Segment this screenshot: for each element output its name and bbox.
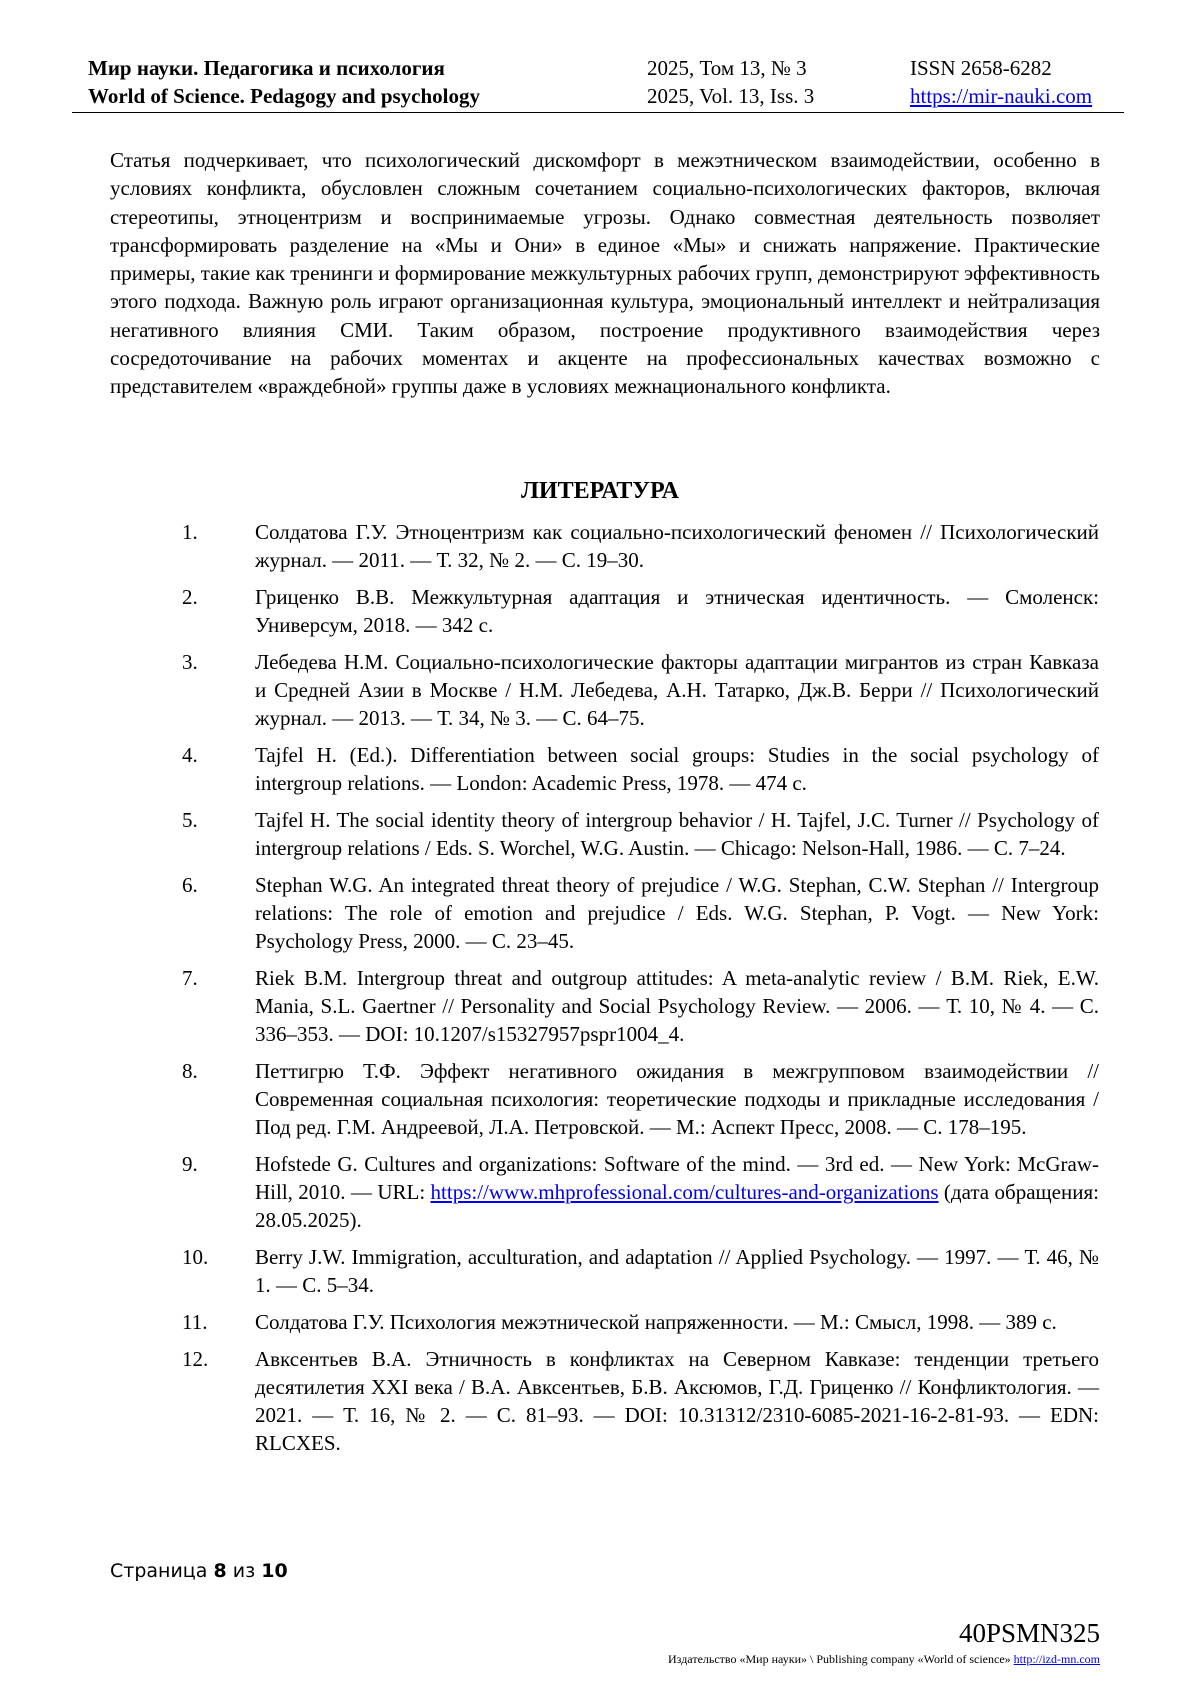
reference-number: 7. — [182, 966, 198, 990]
reference-item — [0, 648, 1200, 732]
publisher-line — [668, 1652, 1100, 1666]
reference-text: Петтигрю Т.Ф. Эффект негативного ожидания в межгрупповом взаимодействии // Современная социальная психология: теоретические подходы и прикладные исследования / Под ред. Г.М. Андреевой, Л.А. Петровской. — М.: Аспект Пресс, 2008. — С. 178–195. — [255, 1059, 1099, 1139]
reference-number: 5. — [182, 808, 198, 832]
reference-number: 9. — [182, 1152, 198, 1176]
journal-title-ru: Мир науки. Педагогика и психология — [88, 56, 445, 80]
reference-number: 10. — [182, 1245, 209, 1269]
reference-number: 11. — [182, 1310, 208, 1334]
references-heading: ЛИТЕРАТУРА — [521, 478, 679, 504]
page-label: Страница — [110, 1560, 208, 1582]
reference-number: 3. — [182, 650, 198, 674]
reference-text: Tajfel H. The social identity theory of intergroup behavior / H. Tajfel, J.C. Turner // Psychology of intergroup relations / Eds. S. Worchel, W.G. Austin. — Chicago: Nelson-Hall, 1986. — С. 7–24. — [255, 808, 1099, 860]
journal-header — [72, 50, 1124, 113]
reference-item — [0, 1345, 1200, 1457]
reference-text: Солдатова Г.У. Этноцентризм как социально-психологический феномен // Психологический журнал. — 2011. — Т. 32, № 2. — С. 19–30. — [255, 520, 1099, 572]
page-of: из — [232, 1560, 256, 1582]
reference-text: Stephan W.G. An integrated threat theory of prejudice / W.G. Stephan, C.W. Stephan // Intergroup relations: The role of emotion and prejudice / Eds. W.G. Stephan, P. Vogt. — New York: Psychology Press, 2000. — С. 23–45. — [255, 873, 1099, 953]
reference-number: 2. — [182, 585, 198, 609]
reference-text: Tajfel H. (Ed.). Differentiation between social groups: Studies in the social psychology of intergroup relations. — London: Academic Press, 1978. — 474 с. — [255, 743, 1099, 795]
reference-text: Berry J.W. Immigration, acculturation, and adaptation // Applied Psychology. — 1997. — Т. 46, № 1. — С. 5–34. — [255, 1245, 1099, 1297]
reference-text-before-link: Hofstede G. Cultures and organizations: Software of the mind. — 3rd ed. — New York: McGraw-Hill, 2010. — URL: — [255, 1152, 1099, 1204]
reference-text — [255, 1150, 1099, 1234]
reference-text: Riek B.M. Intergroup threat and outgroup attitudes: A meta-analytic review / B.M. Riek, E.W. Mania, S.L. Gaertner // Personality and Social Psychology Review. — 2006. — Т. 10, № 4. — С. 336–353. — DOI: 10.1207/s15327957pspr1004_4. — [255, 966, 1099, 1046]
page-number — [110, 1560, 288, 1582]
page-total: 10 — [261, 1560, 288, 1582]
publisher-text: Издательство «Мир науки» \ Publishing company «World of science» — [668, 1652, 1011, 1666]
reference-text: Солдатова Г.У. Психология межэтнической напряженности. — М.: Смысл, 1998. — 389 с. — [255, 1310, 1057, 1334]
reference-text: Авксентьев В.А. Этничность в конфликтах на Северном Кавказе: тенденции третьего десятилетия XXI века / В.А. Авксентьев, Б.В. Аксюмов, Г.Д. Гриценко // Конфликтология. — 2021. — Т. 16, № 2. — С. 81–93. — DOI: 10.31312/2310-6085-2021-16-2-81-93. — EDN: RLCXES. — [255, 1347, 1099, 1455]
reference-item — [0, 583, 1200, 639]
reference-item — [0, 1243, 1200, 1299]
article-code: 40PSMN325 — [958, 1618, 1100, 1648]
journal-title-block — [88, 54, 480, 110]
reference-item — [0, 964, 1200, 1048]
reference-item — [0, 518, 1200, 574]
reference-text: Гриценко В.В. Межкультурная адаптация и этническая идентичность. — Смоленск: Универсум, 2018. — 342 с. — [255, 585, 1099, 637]
issn: ISSN 2658-6282 — [910, 56, 1052, 80]
reference-text-after-link: (дата обращения: 28.05.2025). — [255, 1180, 1099, 1232]
issn-block — [910, 54, 1092, 110]
issue-en: 2025, Vol. 13, Iss. 3 — [647, 84, 815, 108]
publisher-link[interactable]: http://izd-mn.com — [1013, 1652, 1100, 1666]
reference-number: 8. — [182, 1059, 198, 1083]
issue-block — [647, 54, 814, 110]
journal-title-en: World of Science. Pedagogy and psychology — [88, 84, 481, 108]
reference-number: 1. — [182, 520, 198, 544]
reference-item — [0, 1057, 1200, 1141]
page-current: 8 — [213, 1560, 227, 1582]
reference-item — [0, 806, 1200, 862]
reference-item — [0, 1308, 1200, 1336]
journal-site-link[interactable]: https://mir-nauki.com — [910, 84, 1093, 108]
reference-text: Лебедева Н.М. Социально-психологические факторы адаптации мигрантов из стран Кавказа и Средней Азии в Москве / Н.М. Лебедева, А.Н. Татарко, Дж.В. Берри // Психологический журнал. — 2013. — Т. 34, № 3. — С. 64–75. — [255, 650, 1099, 730]
reference-number: 6. — [182, 873, 198, 897]
issue-ru: 2025, Том 13, № 3 — [647, 56, 807, 80]
reference-item — [0, 741, 1200, 797]
reference-number: 12. — [182, 1347, 209, 1371]
reference-item — [0, 1150, 1200, 1234]
reference-number: 4. — [182, 743, 198, 767]
reference-item — [0, 871, 1200, 955]
references-list — [0, 518, 1200, 1466]
reference-url-link[interactable]: https://www.mhprofessional.com/cultures-and-organizations — [430, 1180, 939, 1204]
abstract-paragraph: Статья подчеркивает, что психологический дискомфорт в межэтническом взаимодействии, особенно в условиях конфликта, обусловлен сложным сочетанием социально-психологических факторов, включая стереотипы, этноцентризм и воспринимаемые угрозы. Однако совместная деятельность позволяет трансформировать разделение на «Мы и Они» в единое «Мы» и снижать напряжение. Практические примеры, такие как тренинги и формирование межкультурных рабочих групп, демонстрируют эффективность этого подхода. Важную роль играют организационная культура, эмоциональный интеллект и нейтрализация негативного влияния СМИ. Таким образом, построение продуктивного взаимодействия через сосредоточивание на рабочих моментах и акценте на профессиональных качествах возможно с представителем «враждебной» группы даже в условиях межнационального конфликта. — [110, 148, 1100, 399]
